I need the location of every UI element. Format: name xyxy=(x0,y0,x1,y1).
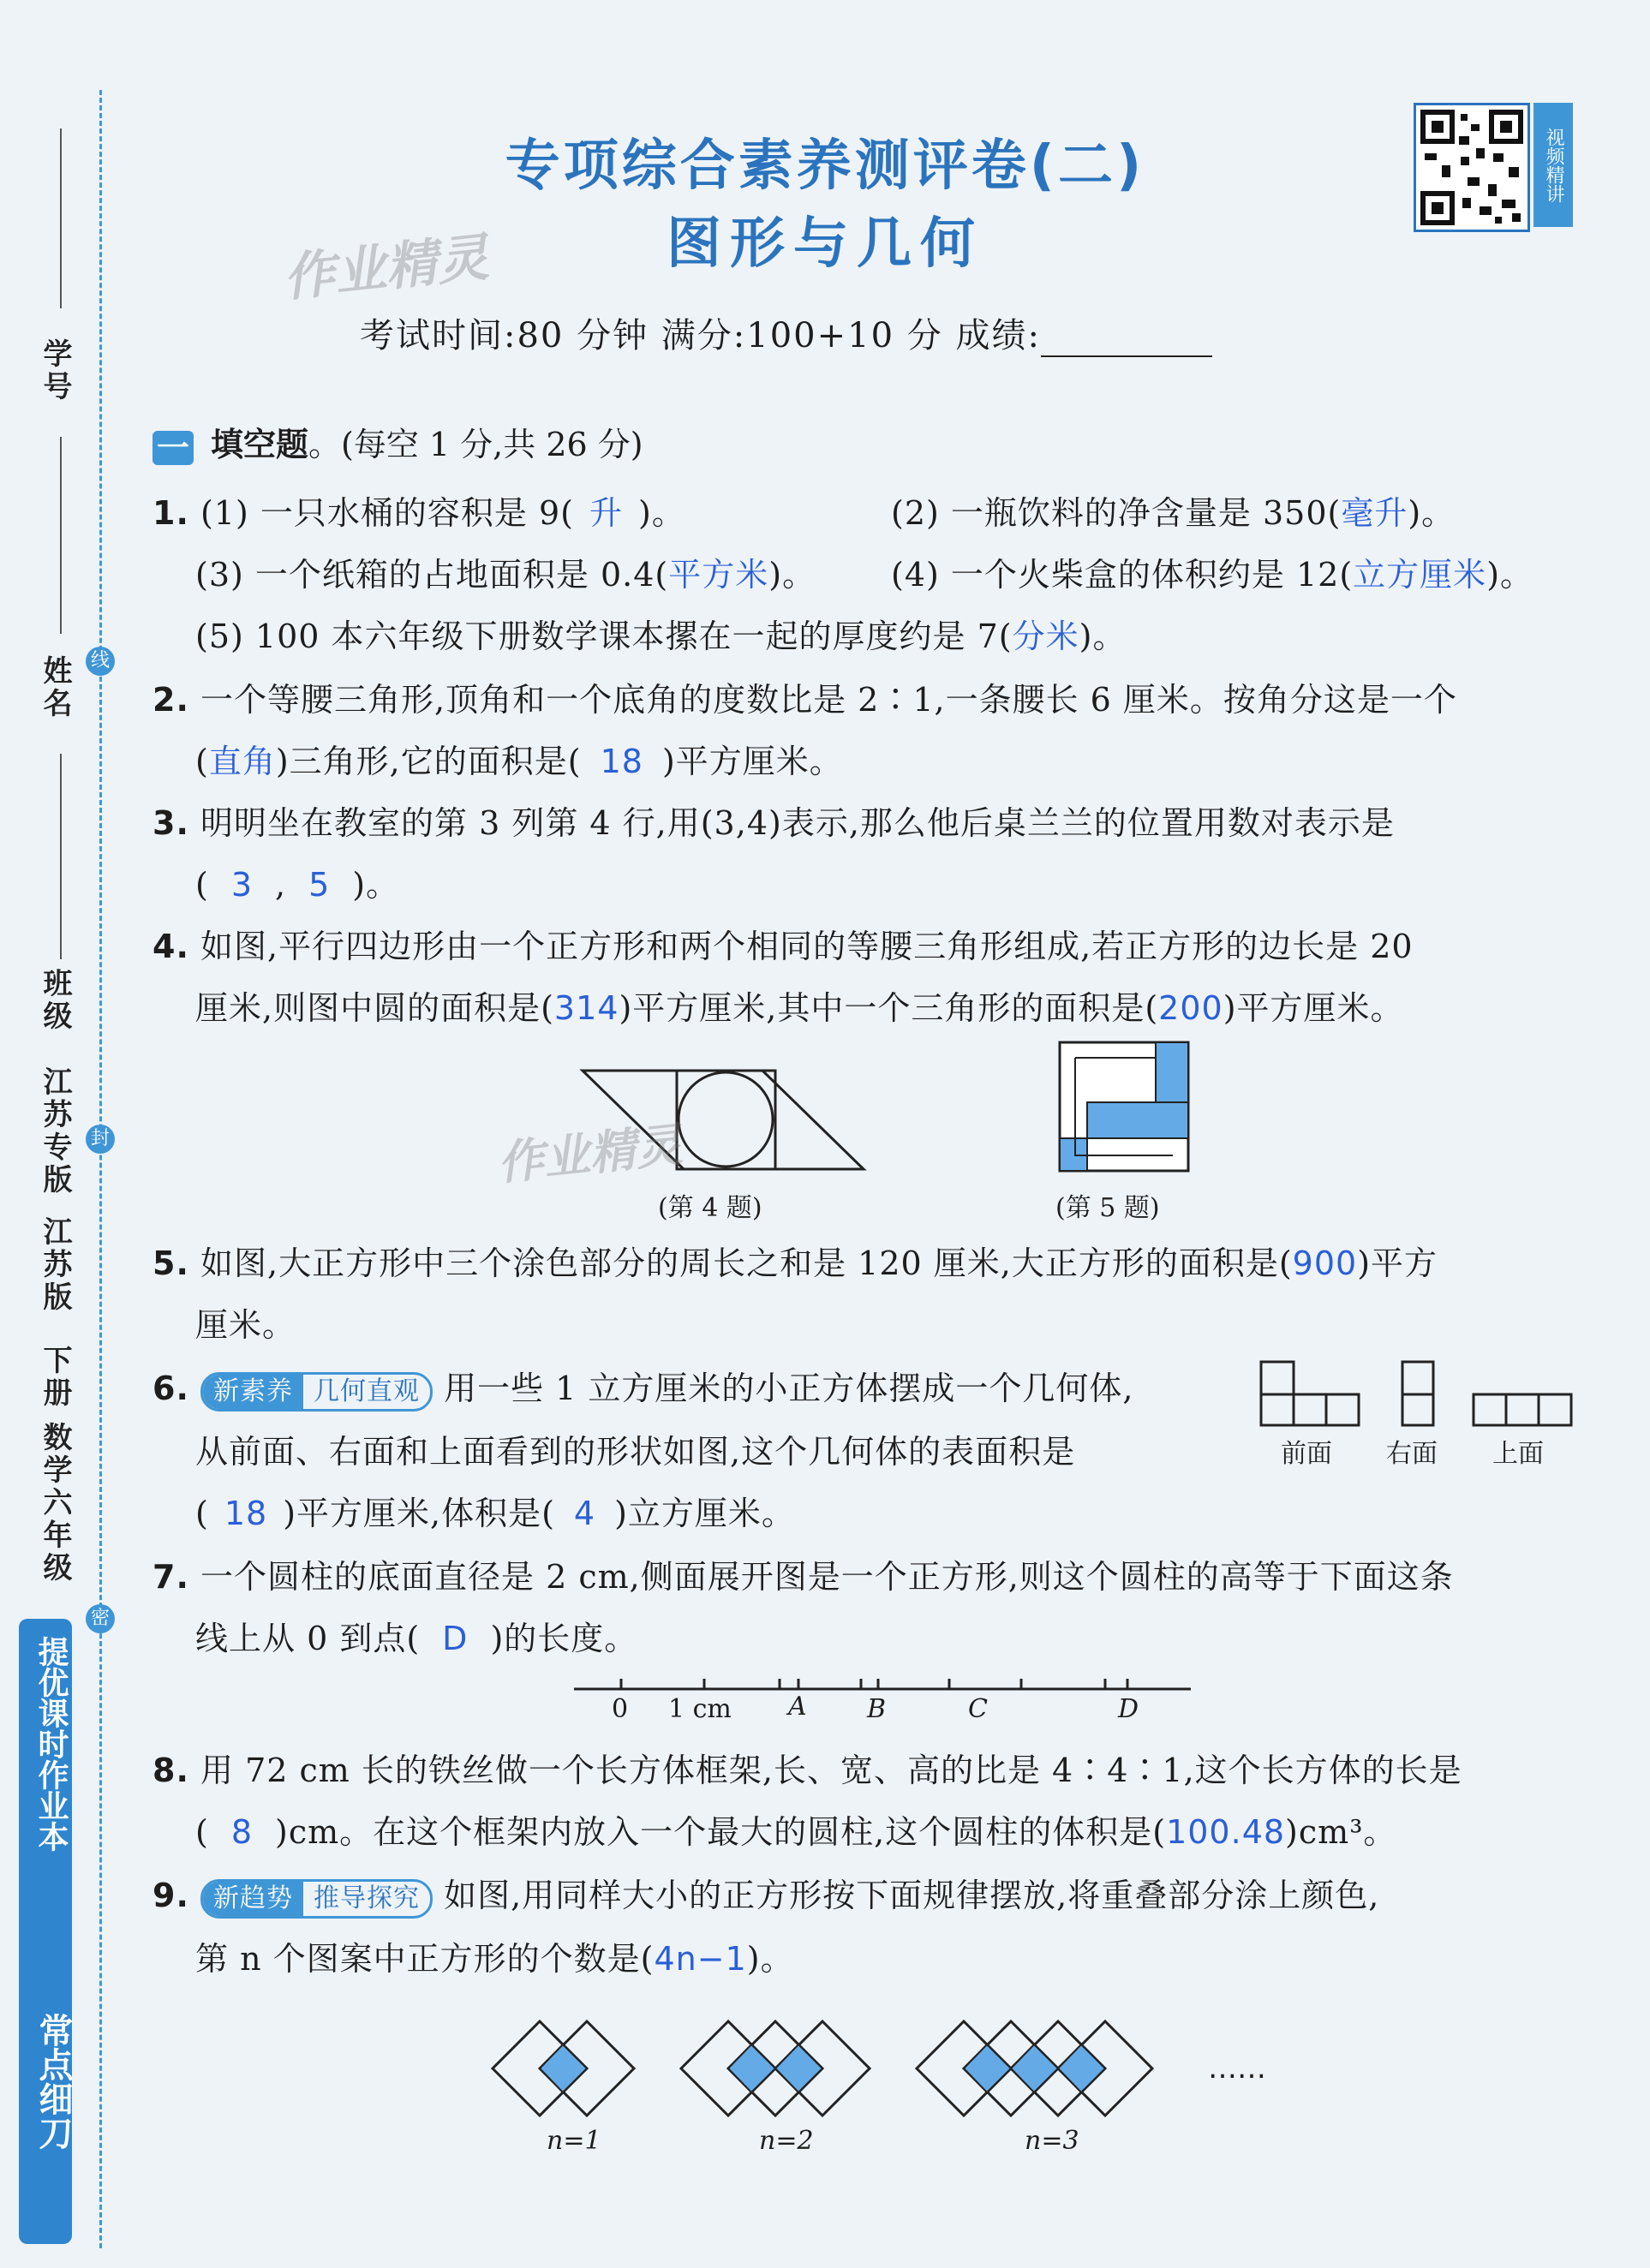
q5-text-2: 厘米。 xyxy=(195,1306,296,1344)
pattern-n3 xyxy=(917,2021,1152,2116)
q6-answer-2: 4 xyxy=(573,1495,596,1532)
q3-answer-2: 5 xyxy=(308,866,331,904)
q7-line2 xyxy=(195,1612,637,1659)
q8-p3: )cm³。 xyxy=(1285,1813,1397,1851)
q3-p2: , xyxy=(275,866,287,904)
q6-tag-b: 几何直观 xyxy=(313,1376,420,1406)
q1-line-a xyxy=(152,486,685,534)
q5-caption: (第 5 题) xyxy=(1055,1193,1160,1223)
q3-number: 3. xyxy=(152,804,189,842)
line-circle: 线 xyxy=(86,647,115,676)
name-label: 姓名 xyxy=(38,655,72,720)
watermark: 作业精灵 xyxy=(280,227,492,309)
version-label: 江苏版 xyxy=(38,1216,72,1314)
tick-B: B xyxy=(867,1694,887,1724)
watermark-2: 作业精灵 xyxy=(494,1117,685,1191)
right-view xyxy=(1401,1360,1435,1429)
binding-strip xyxy=(0,0,111,2268)
q1a-answer: 升 xyxy=(589,494,623,532)
edition-label: 江苏专版 xyxy=(38,1066,72,1197)
secret-circle: 密 xyxy=(86,1604,115,1633)
q4-number: 4. xyxy=(152,928,189,965)
q8-number: 8. xyxy=(152,1752,189,1789)
q1d-text: (4) 一个火柴盒的体积约是 12( xyxy=(891,556,1354,594)
q5-figure xyxy=(1060,1042,1188,1171)
q1e-end: )。 xyxy=(1079,618,1127,655)
cut-line xyxy=(99,90,102,2248)
q6-p1: ( xyxy=(195,1495,209,1532)
q1d-answer: 立方厘米 xyxy=(1353,556,1487,594)
inner-circle xyxy=(679,1072,773,1167)
q9-tag-b: 推导探究 xyxy=(313,1883,420,1913)
q8-line2 xyxy=(195,1805,1396,1853)
q8-answer-2: 100.48 xyxy=(1166,1813,1286,1851)
q8-line1 xyxy=(152,1744,1462,1791)
shaded-part-1 xyxy=(1156,1042,1188,1102)
pattern-ellipsis: …… xyxy=(1208,2051,1266,2086)
q2-p1: ( xyxy=(195,743,209,780)
q4-text: 如图,平行四边形由一个正方形和两个相同的等腰三角形组成,若正方形的边长是 20 xyxy=(200,928,1414,965)
q2-answer-1: 直角 xyxy=(208,743,276,780)
q6-text-1: 用一些 1 立方厘米的小正方体摆成一个几何体, xyxy=(444,1370,1134,1407)
q8-text: 用 72 cm 长的铁丝做一个长方体框架,长、宽、高的比是 4∶4∶1,这个长方体的长是 xyxy=(200,1752,1462,1789)
q4-p2: )平方厘米,其中一个三角形的面积是( xyxy=(619,989,1159,1027)
q1e-text: (5) 100 本六年级下册数学课本摞在一起的厚度约是 7( xyxy=(195,618,1013,655)
q7-line1 xyxy=(152,1550,1454,1597)
page-title: 专项综合素养测评卷(二) xyxy=(505,134,1145,198)
q1b-answer: 毫升 xyxy=(1341,494,1408,532)
tick-D: D xyxy=(1118,1694,1139,1724)
q1-number: 1. xyxy=(152,494,189,532)
tick-0: 0 xyxy=(612,1694,629,1724)
exam-info-text: 考试时间:80 分钟 满分:100+10 分 成绩: xyxy=(360,316,1041,355)
q6-number: 6. xyxy=(152,1370,189,1407)
q9-line2 xyxy=(195,1932,794,1979)
qr-code[interactable] xyxy=(1414,103,1530,232)
q6-line3 xyxy=(195,1487,795,1534)
q7-answer-1: D xyxy=(442,1620,469,1657)
pattern-n1 xyxy=(493,2021,634,2116)
blank-line xyxy=(60,437,62,634)
q6-tag xyxy=(200,1372,433,1412)
q9-tag-a: 新趋势 xyxy=(203,1882,303,1916)
section-title: 填空题 xyxy=(211,426,309,463)
qr-pattern xyxy=(1416,105,1527,230)
top-view-label: 上面 xyxy=(1492,1439,1544,1469)
q1c-text: (3) 一个纸箱的占地面积是 0.4( xyxy=(195,556,669,594)
q6-p3: )立方厘米。 xyxy=(614,1495,795,1532)
q9-text-1: 如图,用同样大小的正方形按下面规律摆放,将重叠部分涂上颜色, xyxy=(444,1877,1380,1914)
brand-banner xyxy=(19,1619,72,2244)
q2-p3: )平方厘米。 xyxy=(661,743,843,780)
q2-line1 xyxy=(152,673,1457,720)
class-label: 班级 xyxy=(38,968,72,1033)
q9-answer-1: 4n−1 xyxy=(654,1940,747,1978)
q7-number: 7. xyxy=(152,1558,189,1596)
q5-number: 5. xyxy=(152,1244,189,1282)
q5-p1: 如图,大正方形中三个涂色部分的周长之和是 120 厘米,大正方形的面积是( xyxy=(200,1244,1293,1282)
q3-p1: ( xyxy=(195,866,209,904)
label-n2: n=2 xyxy=(759,2126,814,2156)
q2-number: 2. xyxy=(152,681,189,719)
q4-line2 xyxy=(195,982,1404,1029)
page-subtitle: 图形与几何 xyxy=(667,212,983,276)
q1d-end: )。 xyxy=(1486,556,1534,594)
q4-p3: )平方厘米。 xyxy=(1223,989,1404,1027)
label-n3: n=3 xyxy=(1025,2126,1079,2156)
q2-text: 一个等腰三角形,顶角和一个底角的度数比是 2∶1,一条腰长 6 厘米。按角分这是一个 xyxy=(200,681,1457,719)
score-field[interactable] xyxy=(1041,321,1212,357)
qr-label: 视频精讲 xyxy=(1533,103,1573,227)
front-view-label: 前面 xyxy=(1281,1439,1332,1469)
q3-answer-1: 3 xyxy=(230,866,254,904)
q1a-end: )。 xyxy=(638,494,685,532)
front-view xyxy=(1259,1360,1362,1429)
q8-p1: ( xyxy=(195,1813,209,1851)
q9-tag xyxy=(200,1879,433,1919)
q5-line2 xyxy=(195,1298,296,1346)
brand-bottom-text: 常点细刀 xyxy=(33,2013,73,2150)
q7-p2: )的长度。 xyxy=(490,1620,638,1657)
blank-line xyxy=(60,754,62,959)
q6-line1 xyxy=(152,1362,1134,1412)
q6-line2 xyxy=(195,1425,1075,1472)
section-note: 。(每空 1 分,共 26 分) xyxy=(308,426,643,463)
brand-top-text: 提优课时作业本 xyxy=(33,1636,69,1852)
q9-number: 9. xyxy=(152,1877,189,1914)
q9-line1 xyxy=(152,1869,1379,1919)
q1c-answer: 平方米 xyxy=(668,556,769,594)
q6-tag-a: 新素养 xyxy=(203,1375,303,1409)
q1b-text: (2) 一瓶饮料的净含量是 350( xyxy=(891,494,1342,532)
q3-line1 xyxy=(152,797,1395,844)
grade-label: 数学六年级 xyxy=(38,1422,72,1585)
q3-p3: )。 xyxy=(352,866,400,904)
section-badge: 一 xyxy=(152,431,194,465)
q4-line1 xyxy=(152,920,1414,967)
q1a-text: (1) 一只水桶的容积是 9( xyxy=(200,494,574,532)
pattern-n2 xyxy=(681,2021,870,2116)
q1-line-b xyxy=(891,486,1455,534)
student-id-label: 学号 xyxy=(38,338,72,403)
q9-p2: )。 xyxy=(746,1940,794,1978)
q8-answer-1: 8 xyxy=(230,1813,254,1851)
top-view xyxy=(1472,1393,1575,1429)
q1-line-d xyxy=(891,548,1533,595)
q5-p2: )平方 xyxy=(1357,1244,1438,1282)
q5-answer-1: 900 xyxy=(1292,1244,1358,1282)
tick-C: C xyxy=(968,1694,988,1724)
volume-label: 下册 xyxy=(38,1345,72,1410)
q6-p2: )平方厘米,体积是( xyxy=(283,1495,555,1532)
q6-answer-1: 18 xyxy=(224,1495,268,1532)
q1c-end: )。 xyxy=(768,556,816,594)
q4-answer-1: 314 xyxy=(553,989,619,1027)
q4-answer-2: 200 xyxy=(1158,989,1223,1027)
q2-answer-2: 18 xyxy=(600,743,643,780)
label-n1: n=1 xyxy=(547,2126,601,2156)
exam-info xyxy=(360,308,1212,357)
q2-line2 xyxy=(195,735,843,782)
q7-p1: 线上从 0 到点( xyxy=(195,1620,421,1657)
q1e-answer: 分米 xyxy=(1012,618,1079,655)
q2-p2: )三角形,它的面积是( xyxy=(275,743,582,780)
q1b-end: )。 xyxy=(1408,494,1456,532)
q8-p2: )cm。在这个框架内放入一个最大的圆柱,这个圆柱的体积是( xyxy=(275,1813,1167,1851)
q1-line-c xyxy=(195,548,816,595)
seal-circle: 封 xyxy=(86,1125,115,1154)
q7-text: 一个圆柱的底面直径是 2 cm,侧面展开图是一个正方形,则这个圆柱的高等于下面这条 xyxy=(200,1558,1454,1596)
q4-p1: 厘米,则图中圆的面积是( xyxy=(195,989,554,1027)
tick-A: A xyxy=(788,1692,807,1722)
q1-line-e xyxy=(195,610,1126,657)
q5-line1 xyxy=(152,1237,1438,1284)
q6-text-2: 从前面、右面和上面看到的形状如图,这个几何体的表面积是 xyxy=(195,1433,1076,1471)
shaded-part-2 xyxy=(1087,1102,1188,1138)
right-view-label: 右面 xyxy=(1386,1439,1438,1469)
q3-line2 xyxy=(195,858,399,905)
q3-text: 明明坐在教室的第 3 列第 4 行,用(3,4)表示,那么他后桌兰兰的位置用数对表示是 xyxy=(200,804,1395,842)
q9-p1: 第 n 个图案中正方形的个数是( xyxy=(195,1940,655,1978)
tick-1cm: 1 cm xyxy=(668,1694,732,1724)
section-heading xyxy=(152,418,643,465)
q4-caption: (第 4 题) xyxy=(658,1193,762,1223)
